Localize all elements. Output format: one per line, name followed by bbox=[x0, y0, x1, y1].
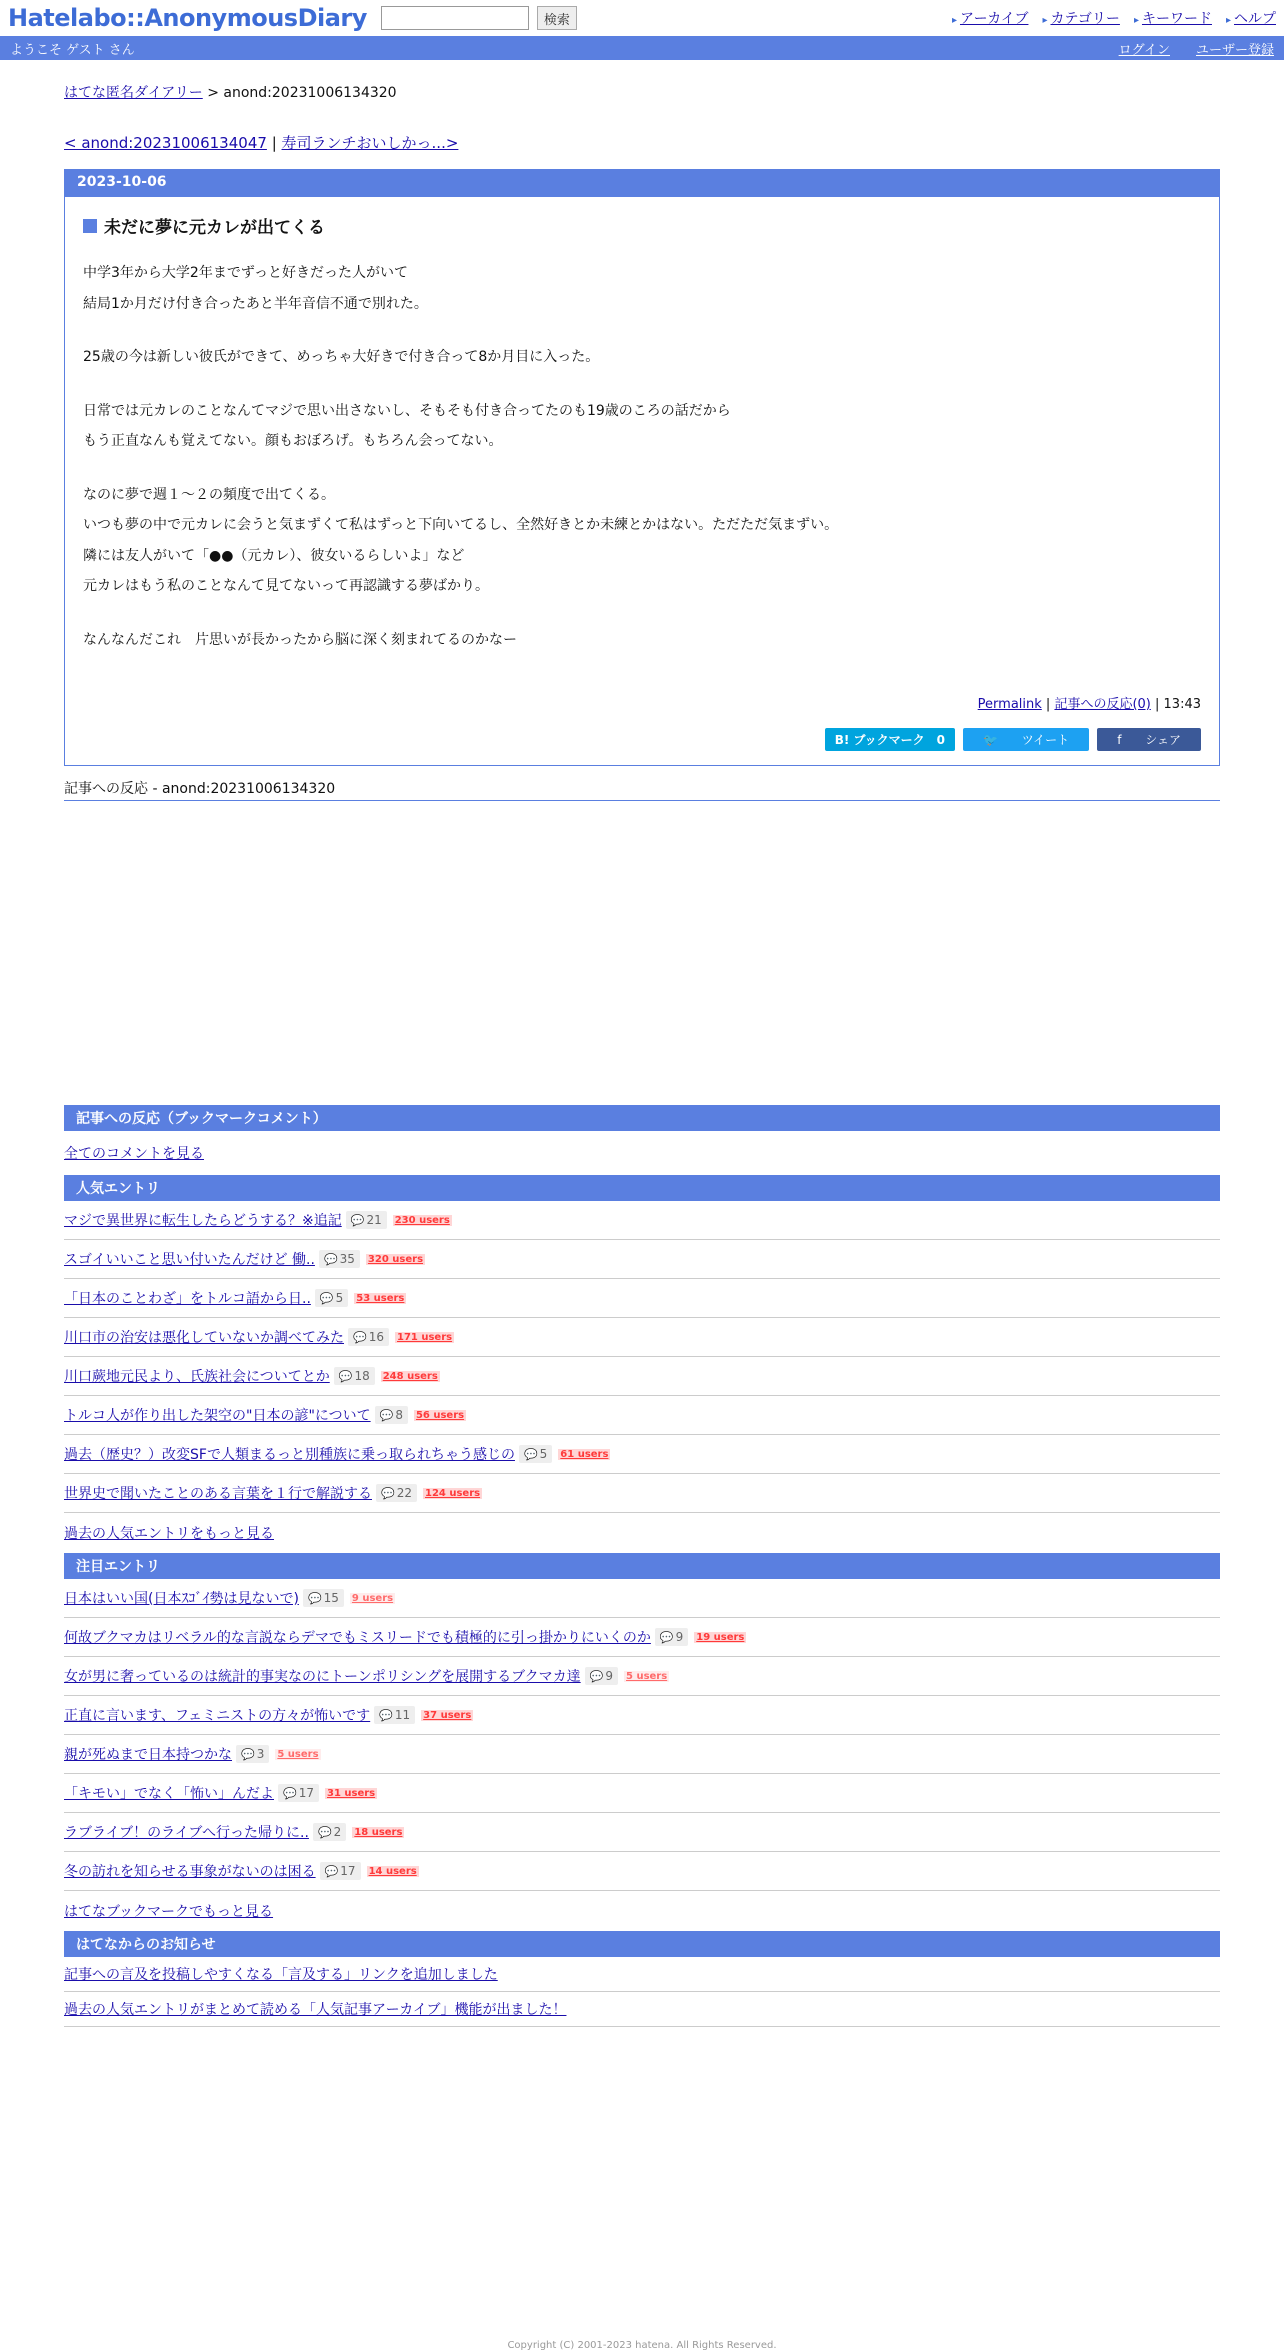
comment-count[interactable] bbox=[334, 1367, 375, 1385]
comment-icon: 💬 bbox=[319, 1292, 334, 1305]
news-link[interactable]: 過去の人気エントリがまとめて読める「人気記事アーカイブ」機能が出ました！ bbox=[64, 2002, 567, 2018]
users-badge[interactable]: 37 users bbox=[423, 1709, 472, 1721]
body-line: もう正直なんも覚えてない。顔もおぼろげ。もちろん会ってない。 bbox=[83, 433, 503, 449]
popular-more-link[interactable]: 過去の人気エントリをもっと見る bbox=[64, 1526, 274, 1542]
entry-link[interactable]: 「日本のことわざ」をトルコ語から日.. bbox=[64, 1291, 311, 1307]
users-badge[interactable]: 18 users bbox=[354, 1826, 403, 1838]
comment-icon: 💬 bbox=[241, 1748, 255, 1761]
breadcrumb-home[interactable]: はてな匿名ダイアリー bbox=[64, 85, 203, 101]
comment-count[interactable] bbox=[346, 1211, 387, 1229]
twitter-icon: 🐦 bbox=[983, 733, 1002, 747]
entry-link[interactable]: 川口市の治安は悪化していないか調べてみた bbox=[64, 1330, 344, 1346]
prev-entry-link[interactable]: < anond:20231006134047 bbox=[64, 134, 267, 152]
comment-icon: 💬 bbox=[589, 1670, 604, 1683]
facebook-icon: f bbox=[1117, 733, 1126, 747]
reactions-link[interactable]: 記事への反応(0) bbox=[1054, 697, 1151, 712]
entry-body bbox=[83, 258, 1201, 655]
users-badge[interactable]: 320 users bbox=[367, 1253, 424, 1265]
ad-space bbox=[64, 801, 1220, 1105]
users-badge[interactable]: 171 users bbox=[396, 1331, 453, 1343]
users-badge[interactable]: 19 users bbox=[696, 1631, 745, 1643]
comment-icon: 💬 bbox=[523, 1448, 538, 1461]
breadcrumb bbox=[64, 82, 1220, 102]
entry-pager bbox=[64, 132, 1220, 153]
comment-count[interactable] bbox=[319, 1250, 360, 1268]
chevron-right-icon: ▸ bbox=[1042, 15, 1048, 26]
comment-number: 5 bbox=[335, 1291, 344, 1305]
users-badge[interactable]: 5 users bbox=[626, 1670, 668, 1682]
body-line: 隣には友人がいて「●●（元カレ）、彼女いるらしいよ」など bbox=[83, 547, 465, 564]
attention-header: 注目エントリ bbox=[64, 1553, 1220, 1579]
comment-icon: 💬 bbox=[283, 1787, 297, 1800]
users-badge[interactable]: 248 users bbox=[382, 1370, 438, 1382]
body-line: 中学3年から大学2年までずっと好きだった人がいて bbox=[83, 265, 408, 281]
register-link[interactable]: ユーザー登録 bbox=[1195, 42, 1274, 58]
comment-count[interactable] bbox=[655, 1628, 688, 1646]
comment-icon: 💬 bbox=[317, 1826, 332, 1839]
tweet-label: ツイート bbox=[1021, 733, 1070, 747]
nav-keyword-link[interactable]: キーワード bbox=[1141, 11, 1212, 27]
comment-number: 8 bbox=[395, 1408, 403, 1422]
news-item bbox=[64, 1957, 1220, 1992]
comment-icon: 💬 bbox=[323, 1253, 338, 1266]
entry-date: 2023-10-06 bbox=[65, 170, 1219, 197]
site-logo[interactable]: Hatelabo::AnonymousDiary bbox=[8, 4, 367, 32]
comment-number: 2 bbox=[333, 1825, 342, 1839]
entry-link[interactable]: 正直に言います、フェミニストの方々が怖いです bbox=[64, 1708, 371, 1724]
comment-count[interactable] bbox=[374, 1706, 415, 1724]
users-badge[interactable]: 14 users bbox=[368, 1865, 417, 1877]
entry-box bbox=[64, 169, 1220, 766]
body-line: いつも夢の中で元カレに会うと気まずくて私はずっと下向いてるし、全然好きとか未練とかはない。ただただ気まずい。 bbox=[83, 517, 839, 533]
comment-count[interactable] bbox=[585, 1667, 618, 1685]
entry-row bbox=[64, 1774, 1220, 1813]
entry-row bbox=[64, 1852, 1220, 1891]
nav-category[interactable] bbox=[1042, 8, 1119, 28]
comment-number: 22 bbox=[396, 1486, 412, 1500]
reactions-title: 記事への反応 - anond:20231006134320 bbox=[64, 778, 1220, 801]
comment-number: 17 bbox=[298, 1786, 314, 1800]
comment-number: 15 bbox=[323, 1591, 339, 1605]
entry-row bbox=[64, 1474, 1220, 1513]
comment-number: 21 bbox=[366, 1213, 382, 1227]
entry-row bbox=[64, 1696, 1220, 1735]
popular-more-row bbox=[64, 1513, 1220, 1553]
comment-number: 18 bbox=[354, 1369, 370, 1383]
chevron-right-icon: ▸ bbox=[1225, 15, 1231, 26]
attention-more-row bbox=[64, 1891, 1220, 1931]
entry-row bbox=[64, 1579, 1220, 1618]
body-line: なのに夢で週１～２の頻度で出てくる。 bbox=[83, 486, 335, 503]
comment-icon: 💬 bbox=[324, 1865, 339, 1878]
search-input[interactable] bbox=[381, 6, 529, 30]
share-buttons bbox=[83, 728, 1201, 751]
entry-link[interactable]: スゴイいいこと思い付いたんだけど 働.. bbox=[64, 1252, 315, 1268]
top-nav bbox=[952, 8, 1276, 28]
entry-row bbox=[64, 1357, 1220, 1396]
body-line: 25歳の今は新しい彼氏ができて、めっちゃ大好きで付き合って8か月目に入った。 bbox=[83, 349, 600, 365]
comment-icon: 💬 bbox=[353, 1331, 367, 1344]
entry-link[interactable]: 過去（歴史？）改変SFで人類まるっと別種族に乗っ取られちゃう感じの bbox=[64, 1447, 515, 1463]
next-entry-link[interactable]: 寿司ランチおいしかっ...> bbox=[281, 134, 459, 152]
login-link[interactable]: ログイン bbox=[1118, 42, 1170, 58]
breadcrumb-current: anond:20231006134320 bbox=[223, 85, 397, 101]
nav-help[interactable] bbox=[1226, 8, 1276, 28]
comment-icon: 💬 bbox=[307, 1592, 322, 1605]
facebook-share-button[interactable] bbox=[1097, 728, 1201, 751]
comment-count[interactable] bbox=[278, 1784, 319, 1802]
title-square-icon bbox=[83, 219, 97, 233]
users-badge[interactable]: 61 users bbox=[560, 1448, 609, 1460]
entry-link[interactable]: 女が男に奢っているのは統計的事実なのにトーンポリシングを展開するブクマカ達 bbox=[64, 1669, 581, 1685]
entry-time: 13:43 bbox=[1163, 697, 1201, 712]
entry-row bbox=[64, 1240, 1220, 1279]
tweet-button[interactable] bbox=[963, 728, 1089, 751]
entry-row bbox=[64, 1618, 1220, 1657]
pager-sep: | bbox=[271, 134, 277, 152]
news-header: はてなからのお知らせ bbox=[64, 1931, 1220, 1957]
entry-link[interactable]: トルコ人が作り出した架空の"日本の諺"について bbox=[64, 1408, 371, 1424]
entry-link[interactable]: 親が死ぬまで日本持つかな bbox=[64, 1747, 232, 1763]
comment-icon: 💬 bbox=[350, 1214, 365, 1227]
users-badge[interactable]: 124 users bbox=[424, 1487, 481, 1499]
nav-archive[interactable] bbox=[952, 8, 1029, 28]
attention-list bbox=[64, 1579, 1220, 1891]
permalink[interactable]: Permalink bbox=[977, 697, 1042, 712]
comment-number: 9 bbox=[675, 1630, 684, 1644]
body-line: なんなんだこれ 片思いが長かったから脳に深く刻まれてるのかなー bbox=[83, 631, 517, 648]
nav-archive-link[interactable]: アーカイブ bbox=[959, 11, 1029, 27]
comment-icon: 💬 bbox=[338, 1370, 353, 1383]
chevron-right-icon: ▸ bbox=[1133, 15, 1139, 26]
news-item bbox=[64, 1992, 1220, 2027]
welcome-text: ようこそ ゲスト さん bbox=[10, 42, 135, 58]
comment-number: 17 bbox=[340, 1864, 356, 1878]
users-badge[interactable]: 53 users bbox=[356, 1292, 405, 1304]
comment-number: 9 bbox=[605, 1669, 614, 1683]
bookmark-comments-header: 記事への反応（ブックマークコメント） bbox=[64, 1105, 1220, 1131]
all-comments-row bbox=[64, 1131, 1220, 1175]
all-comments-link[interactable]: 全てのコメントを見る bbox=[64, 1146, 204, 1162]
nav-category-link[interactable]: カテゴリー bbox=[1050, 11, 1120, 27]
comment-count[interactable] bbox=[303, 1589, 344, 1607]
entry-link[interactable]: マジで異世界に転生したらどうする？※追記 bbox=[64, 1213, 342, 1229]
entry-link[interactable]: 何故ブクマカはリベラル的な言説ならデマでもミスリードでも積極的に引っ掛かりにいくのか bbox=[64, 1630, 651, 1646]
comment-icon: 💬 bbox=[659, 1631, 674, 1644]
entry-row bbox=[64, 1435, 1220, 1474]
body-line: 日常では元カレのことなんてマジで思い出さないし、そもそも付き合ってたのも19歳のころの話だから bbox=[83, 402, 731, 419]
site-header bbox=[0, 0, 1284, 36]
nav-keyword[interactable] bbox=[1134, 8, 1212, 28]
comment-icon: 💬 bbox=[379, 1709, 393, 1722]
breadcrumb-sep: > bbox=[207, 85, 219, 101]
entry-link[interactable]: 日本はいい国(日本ｽｺﾞｲ勢は見ないで) bbox=[64, 1591, 299, 1607]
comment-count[interactable] bbox=[348, 1328, 389, 1346]
users-badge[interactable]: 56 users bbox=[415, 1409, 465, 1421]
entry-link[interactable]: 「キモい」でなく「怖い」んだよ bbox=[64, 1786, 274, 1802]
comment-count[interactable] bbox=[376, 1484, 417, 1502]
comment-number: 16 bbox=[368, 1330, 384, 1344]
comment-number: 35 bbox=[339, 1252, 355, 1266]
entry-row bbox=[64, 1318, 1220, 1357]
entry-row bbox=[64, 1735, 1220, 1774]
comment-number: 5 bbox=[539, 1447, 548, 1461]
entry-footer: Permalink | 記事への反応(0) | 13:43 bbox=[977, 697, 1201, 712]
entry-link[interactable]: 冬の訪れを知らせる事象がないのは困る bbox=[64, 1864, 316, 1880]
entry-link[interactable]: 川口蕨地元民より、氏族社会についてとか bbox=[64, 1369, 330, 1385]
news-link[interactable]: 記事への言及を投稿しやすくなる「言及する」リンクを追加しました bbox=[64, 1967, 498, 1983]
comment-icon: 💬 bbox=[379, 1409, 394, 1422]
entry-link[interactable]: ラブライブ！のライブへ行った帰りに.. bbox=[64, 1825, 309, 1841]
entry-link[interactable]: 世界史で聞いたことのある言葉を１行で解説する bbox=[64, 1486, 372, 1502]
comment-count[interactable] bbox=[315, 1289, 348, 1307]
main-content bbox=[64, 82, 1220, 2027]
entry-row bbox=[64, 1201, 1220, 1240]
entry-row bbox=[64, 1396, 1220, 1435]
users-badge[interactable]: 31 users bbox=[326, 1787, 376, 1799]
comment-number: 3 bbox=[256, 1747, 265, 1761]
comment-number: 11 bbox=[394, 1708, 411, 1722]
chevron-right-icon: ▸ bbox=[951, 15, 957, 26]
comment-count[interactable] bbox=[375, 1406, 408, 1424]
hatena-bookmark-button[interactable]: B! ブックマーク 0 bbox=[825, 728, 955, 751]
facebook-label: シェア bbox=[1145, 733, 1181, 747]
comment-count[interactable] bbox=[313, 1823, 346, 1841]
body-line: 結局1か月だけ付き合ったあと半年音信不通で別れた。 bbox=[83, 295, 428, 312]
comment-count[interactable] bbox=[236, 1745, 269, 1763]
entry-title bbox=[83, 213, 1201, 238]
comment-icon: 💬 bbox=[381, 1487, 395, 1500]
nav-help-link[interactable]: ヘルプ bbox=[1234, 11, 1276, 27]
welcome-bar bbox=[0, 36, 1284, 60]
entry-title-text[interactable]: 未だに夢に元カレが出てくる bbox=[104, 218, 325, 238]
popular-list bbox=[64, 1201, 1220, 1513]
attention-more-link[interactable]: はてなブックマークでもっと見る bbox=[64, 1904, 274, 1920]
entry-row bbox=[64, 1813, 1220, 1852]
body-line: 元カレはもう私のことなんて見てないって再認識する夢ばかり。 bbox=[83, 578, 489, 594]
comment-count[interactable] bbox=[519, 1445, 552, 1463]
comment-count[interactable] bbox=[320, 1862, 361, 1880]
users-badge[interactable]: 5 users bbox=[277, 1748, 319, 1760]
users-badge[interactable]: 230 users bbox=[394, 1214, 450, 1226]
entry-row bbox=[64, 1657, 1220, 1696]
search-button[interactable]: 検索 bbox=[537, 6, 577, 30]
copyright: Copyright (C) 2001-2023 hatena. All Rights Reserved. bbox=[507, 2340, 777, 2351]
users-badge[interactable]: 9 users bbox=[351, 1592, 394, 1604]
popular-header: 人気エントリ bbox=[64, 1175, 1220, 1201]
entry-row bbox=[64, 1279, 1220, 1318]
